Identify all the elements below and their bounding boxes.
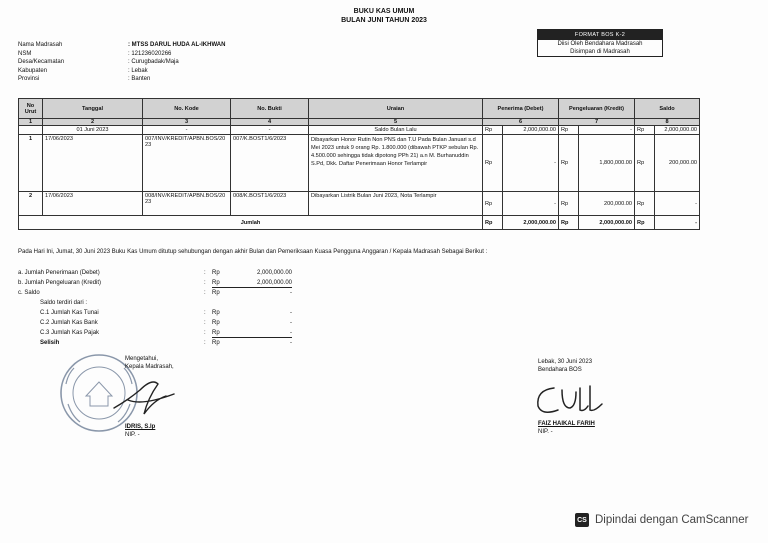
sign-right-line-2: Bendahara BOS — [538, 367, 582, 373]
sign-left-line-1: Mengetahui, — [125, 356, 159, 362]
summary-row — [18, 338, 292, 348]
col-header-kode: No. Kode — [143, 99, 231, 119]
sign-right-nip: NIP. - — [538, 429, 553, 435]
sign-left-nip: NIP. - — [125, 432, 140, 438]
sign-left-name: IDRIS, S.Ip — [125, 424, 156, 430]
summary-colon: : — [204, 320, 206, 326]
col-header-tanggal: Tanggal — [43, 99, 143, 119]
total-row — [19, 216, 700, 230]
summary-value: - — [290, 340, 292, 346]
summary-value: 2,000,000.00 — [256, 270, 292, 276]
table-row — [19, 135, 700, 192]
document-subtitle: BULAN JUNI TAHUN 2023 — [341, 17, 427, 24]
closing-note: Pada Hari Ini, Jumat, 30 Juni 2023 Buku Kas Umum ditutup sehubungan dengan akhir Bulan dan Pemeriksaan Kuasa Pengguna Anggaran / Kepala Madrasah Sebagai Berikut : — [18, 249, 488, 255]
info-value: : Curugbadak/Maja — [128, 59, 179, 66]
summary-row — [18, 288, 292, 298]
cell-kode: 008/INV/KREDIT/APBN.BOS/2023 — [143, 192, 231, 216]
total-kredit: 2,000,000.00 — [579, 216, 635, 230]
cell-uraian: Saldo Bulan Lalu — [309, 126, 483, 135]
cell-kredit: - — [579, 126, 635, 135]
cell-tanggal: 17/06/2023 — [43, 135, 143, 192]
info-row — [18, 50, 225, 59]
col-number: 1 — [19, 119, 43, 126]
summary-value: - — [242, 328, 292, 338]
summary-label: c. Saldo — [18, 290, 40, 296]
format-box — [537, 29, 663, 57]
cell-kredit-rp: Rp — [559, 126, 579, 135]
cell-bukti: - — [231, 126, 309, 135]
col-number: 2 — [43, 119, 143, 126]
cell-tanggal: 17/06/2023 — [43, 192, 143, 216]
total-label: Jumlah — [19, 216, 483, 230]
total-saldo: - — [655, 216, 700, 230]
col-number: 4 — [231, 119, 309, 126]
cell-saldo: - — [655, 192, 700, 216]
cell-saldo: 200,000.00 — [655, 135, 700, 192]
summary-value: 2,000,000.00 — [242, 278, 292, 288]
summary-rp: Rp — [212, 290, 220, 296]
cell-kredit: 200,000.00 — [579, 192, 635, 216]
sign-right-name: FAIZ HAIKAL FARIH — [538, 421, 595, 427]
total-debet: 2,000,000.00 — [503, 216, 559, 230]
format-box-line-1: Diisi Oleh Bendahara Madrasah — [557, 41, 643, 47]
format-box-line-2: Disimpan di Madrasah — [570, 49, 630, 55]
info-value: : Lebak — [128, 67, 148, 74]
summary-label: b. Jumlah Pengeluaran (Kredit) — [18, 280, 102, 286]
document-title: BUKU KAS UMUM — [353, 8, 415, 15]
col-header-kredit: Pengeluaran (Kredit) — [559, 99, 635, 119]
summary-row — [18, 318, 292, 328]
summary-colon: : — [204, 290, 206, 296]
cell-debet: - — [503, 135, 559, 192]
cell-saldo-rp: Rp — [635, 192, 655, 216]
signature-block-left — [125, 355, 174, 439]
cell-saldo: 2,000,000.00 — [655, 126, 700, 135]
cell-bukti: 007/K.BOST1/6/2023 — [231, 135, 309, 192]
signature-block-right — [538, 358, 595, 436]
col-header-debet: Penerima (Debet) — [483, 99, 559, 119]
col-header-bukti: No. Bukti — [231, 99, 309, 119]
summary-rp — [212, 298, 242, 308]
cell-saldo-rp: Rp — [635, 126, 655, 135]
summary-rp: Rp — [212, 270, 220, 276]
total-kredit-rp: Rp — [559, 216, 579, 230]
cell-debet: 2,000,000.00 — [503, 126, 559, 135]
table-row — [19, 192, 700, 216]
summary-row — [18, 278, 292, 288]
cell-uraian: Dibayarkan Honor Rutin Non PNS dan T.U Pada Bulan Januari s.d Mei 2023 untuk 9 orang Rp. 1.800.000 (dibawah PTKP sebulan Rp. 4.500.000 sehingga tidak dipotong PPh 21) a.n M. Burhanuddin S.Pd, Dkk. Daftar Penerimaan Honor Terlampir — [309, 135, 483, 192]
cell-kredit-rp: Rp — [559, 192, 579, 216]
cell-debet-rp: Rp — [483, 126, 503, 135]
summary-row — [18, 268, 292, 278]
col-number: 7 — [559, 119, 635, 126]
total-saldo-rp: Rp — [635, 216, 655, 230]
info-label: Kabupaten — [18, 67, 48, 74]
col-header-saldo: Saldo — [635, 99, 700, 119]
cell-debet-rp: Rp — [483, 192, 503, 216]
closing-summary — [18, 268, 292, 348]
summary-label: Selisih — [40, 340, 60, 346]
summary-label: C.3 Jumlah Kas Pajak — [40, 330, 100, 336]
cell-kode: 007/INV/KREDIT/APBN.BOS/2023 — [143, 135, 231, 192]
info-row — [18, 67, 225, 76]
cell-uraian: Dibayarkan Listrik Bulan Juni 2023, Nota Terlampir — [309, 192, 483, 216]
summary-value: - — [290, 320, 292, 326]
cell-no: 2 — [19, 192, 43, 216]
info-row — [18, 58, 225, 67]
summary-rp: Rp — [212, 340, 220, 346]
sign-left-line-2: Kepala Madrasah, — [125, 364, 174, 370]
madrasah-info — [18, 41, 225, 84]
summary-row — [18, 298, 292, 308]
total-debet-rp: Rp — [483, 216, 503, 230]
sign-right-line-1: Lebak, 30 Juni 2023 — [538, 359, 593, 365]
col-number: 6 — [483, 119, 559, 126]
summary-rp: Rp — [212, 328, 242, 338]
summary-colon: : — [204, 310, 206, 316]
cell-saldo-rp: Rp — [635, 135, 655, 192]
summary-value — [242, 298, 292, 308]
summary-label: a. Jumlah Penerimaan (Debet) — [18, 270, 100, 276]
summary-colon: : — [204, 270, 206, 276]
summary-rp: Rp — [212, 310, 220, 316]
info-label: Nama Madrasah — [18, 42, 63, 48]
camscanner-text: Dipindai dengan CamScanner — [595, 514, 749, 526]
summary-label: C.2 Jumlah Kas Bank — [40, 320, 98, 326]
col-number: 3 — [143, 119, 231, 126]
info-row — [18, 75, 225, 84]
cell-bukti: 008/K.BOST1/6/2023 — [231, 192, 309, 216]
summary-rp: Rp — [212, 278, 242, 288]
column-number-row — [19, 119, 700, 126]
col-header-uraian: Uraian — [309, 99, 483, 119]
summary-row — [18, 308, 292, 318]
summary-value: - — [290, 290, 292, 296]
summary-rp: Rp — [212, 320, 220, 326]
info-label: Provinsi — [18, 76, 40, 83]
info-value: : 121236020266 — [128, 50, 172, 57]
col-number: 5 — [309, 119, 483, 126]
cell-debet-rp: Rp — [483, 135, 503, 192]
cell-no: 1 — [19, 135, 43, 192]
camscanner-icon: CS — [575, 513, 589, 527]
cell-kode: - — [143, 126, 231, 135]
summary-value: - — [290, 310, 292, 316]
cell-debet: - — [503, 192, 559, 216]
summary-colon: : — [204, 340, 206, 346]
info-label: Desa/Kecamatan — [18, 59, 65, 66]
summary-colon — [204, 298, 212, 308]
col-number: 8 — [635, 119, 700, 126]
format-box-label: FORMAT BOS K-2 — [538, 30, 662, 40]
summary-colon: : — [204, 280, 206, 286]
col-header-no: No Urut — [19, 99, 43, 119]
summary-colon: : — [204, 330, 206, 336]
ledger-table — [18, 98, 700, 230]
opening-balance-row — [19, 126, 700, 135]
cell-tanggal: 01 Juni 2023 — [43, 126, 143, 135]
cell-kredit: 1,800,000.00 — [579, 135, 635, 192]
info-value: : MTSS DARUL HUDA AL-IKHWAN — [128, 42, 226, 48]
camscanner-watermark — [575, 513, 748, 527]
summary-label: Saldo terdiri dari : — [40, 300, 88, 306]
summary-label: C.1 Jumlah Kas Tunai — [40, 310, 99, 316]
summary-row — [18, 328, 292, 338]
info-label: NSM — [18, 50, 32, 57]
cell-kredit-rp: Rp — [559, 135, 579, 192]
info-value: : Banten — [128, 76, 151, 83]
info-row — [18, 41, 225, 50]
